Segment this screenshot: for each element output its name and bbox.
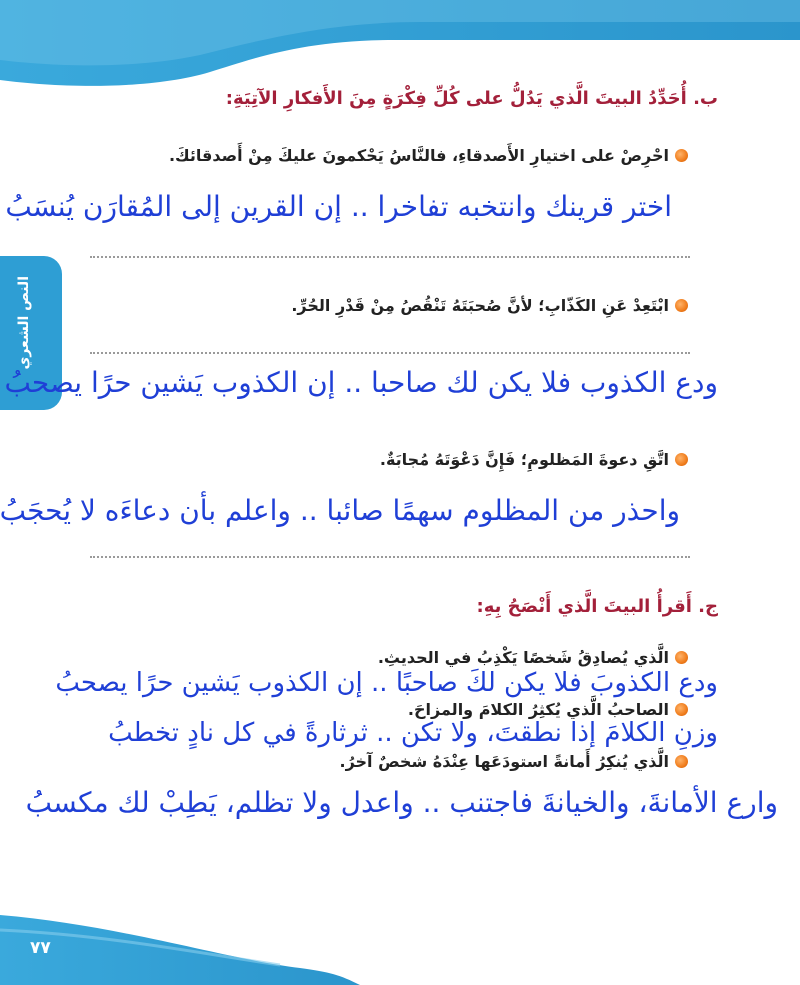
bullet-icon — [675, 149, 688, 162]
section-c-heading: ج. أَقرأُ البيتَ الَّذي أَنْصَحُ بِهِ: — [476, 596, 718, 617]
section-b-item-3-answer: واحذر من المظلوم سهمًا صائبا .. واعلم بأن دعاءَه لا يُحجَبُ — [0, 494, 680, 527]
section-c-item-3-prompt — [339, 752, 688, 771]
bullet-icon — [675, 651, 688, 664]
section-c-item-1-answer: ودع الكذوبَ فلا يكن لكَ صاحبًا .. إن الكذوب يَشين حرًا يصحبُ — [55, 668, 718, 698]
bullet-icon — [675, 755, 688, 768]
answer-line — [90, 556, 690, 558]
section-b-heading: ب. أُحَدِّدُ البيتَ الَّذي يَدُلُّ على كُلِّ فِكْرَةٍ مِنَ الأَفكارِ الآتِيَةِ: — [225, 88, 718, 109]
prompt-text: الَّذي يُنكِرُ أَمانةً استودَعَها عِنْدَهُ شخصٌ آخرُ. — [339, 752, 669, 771]
bullet-icon — [675, 453, 688, 466]
bullet-icon — [675, 703, 688, 716]
prompt-text: الَّذي يُصادِقُ شَخصًا يَكْذِبُ في الحديثِ. — [377, 648, 669, 667]
prompt-text: الصاحبُ الَّذي يُكثِرُ الكلامَ والمزاحَ. — [407, 700, 669, 719]
section-c-item-1-prompt — [378, 648, 688, 667]
bullet-icon — [675, 299, 688, 312]
page-number: ٧٧ — [30, 938, 51, 958]
section-b-item-2-answer: ودع الكذوب فلا يكن لك صاحبا .. إن الكذوب يَشين حرًا يصحبُ — [4, 366, 718, 399]
prompt-text: احْرِصْ على اختيارِ الأَصدقاءِ، فالنَّاسُ يَحْكمونَ عليكَ مِنْ أَصدقائكَ. — [168, 146, 669, 165]
answer-line — [90, 352, 690, 354]
section-b-item-2-prompt — [291, 296, 688, 315]
answer-line — [90, 256, 690, 258]
section-b-item-1-prompt — [169, 146, 688, 165]
section-c-item-3-answer: وارع الأمانةَ، والخيانةَ فاجتنب .. واعدل ولا تظلم، يَطِبْ لك مكسبُ — [25, 786, 778, 819]
section-b-item-1-answer: اختر قرينك وانتخبه تفاخرا .. إن القرين إلى المُقارَن يُنسَبُ — [5, 190, 672, 223]
prompt-text: ابْتَعِدْ عَنِ الكَذّابِ؛ لأنَّ صُحبَتَهُ تَنْقُصُ مِنْ قَدْرِ الحُرِّ. — [291, 296, 669, 315]
section-b-item-3-prompt — [380, 450, 688, 469]
section-c-item-2-answer: وزنِ الكلامَ إذا نطقتَ، ولا تكن .. ثرثارةً في كل نادٍ تخطبُ — [108, 718, 718, 748]
side-tab-label: النص الشعري — [16, 276, 32, 370]
prompt-text: اتَّقِ دعوةَ المَظلومِ؛ فَإِنَّ دَعْوَتَهُ مُجابَةٌ. — [379, 450, 669, 469]
section-c-item-2-prompt — [408, 700, 688, 719]
